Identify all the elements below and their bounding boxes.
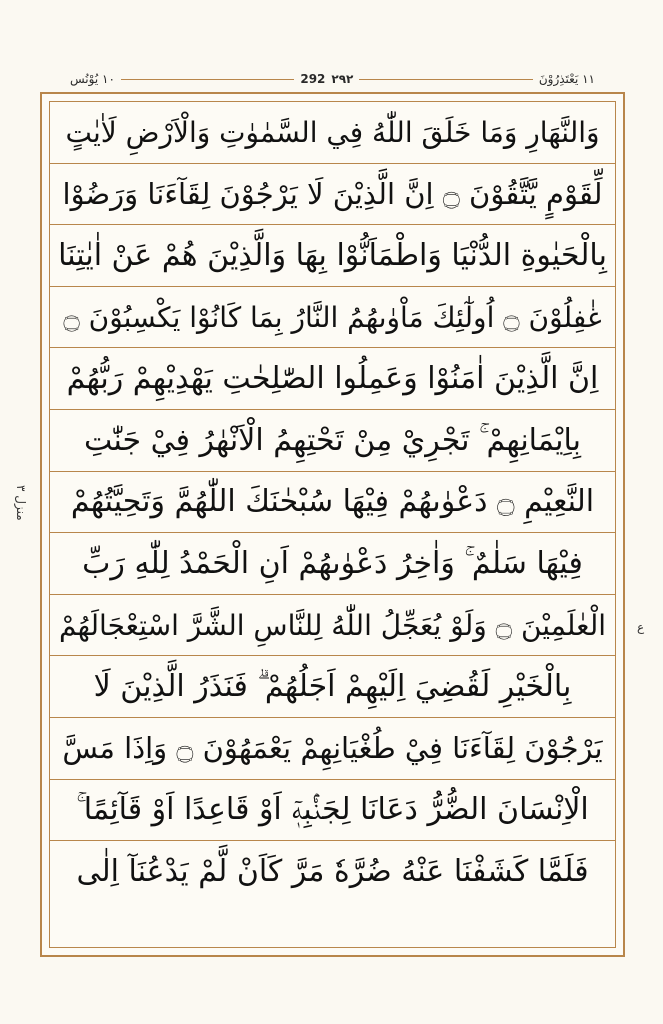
text-line: الْعٰلَمِيْنَ ۝ وَلَوْ يُعَجِّلُ اللّٰهُ لِلنَّاسِ الشَّرَّ اسْتِعْجَالَهُمْ [50,595,615,657]
text-line: فَلَمَّا كَشَفْنَا عَنْهُ ضُرَّهٗ مَرَّ كَاَنْ لَّمْ يَدْعُنَآ اِلٰى [76,854,589,890]
text-line: بِاِيْمَانِهِمْ ۚ تَجْرِيْ مِنْ تَحْتِهِمُ الْاَنْهٰرُ فِيْ جَنّٰتِ [50,410,615,472]
text-line: اِنَّ الَّذِيْنَ اٰمَنُوْا وَعَمِلُوا الصّٰلِحٰتِ يَهْدِيْهِمْ رَبُّهُمْ [50,348,615,410]
header-rule-right [359,79,532,80]
manzil-margin-note: منزل ٣ [14,485,28,521]
page-number-arabic: ٢٩٢ [331,72,354,86]
surah-left-label: ١٠ يُوْنُس [70,72,115,86]
page-frame [40,92,625,957]
text-line: الْاِنْسَانَ الضُّرُّ دَعَانَا لِجَنْۢبِهٖٓ اَوْ قَاعِدًا اَوْ قَآئِمًا ۚ [50,780,615,842]
text-line: غٰفِلُوْنَ ۝ اُولٰٓئِكَ مَاْوٰىهُمُ النَّارُ بِمَا كَانُوْا يَكْسِبُوْنَ ۝ [50,287,615,349]
page-number [300,72,353,86]
text-line: لِّقَوْمٍ يَّتَّقُوْنَ ۝ اِنَّ الَّذِيْنَ لَا يَرْجُوْنَ لِقَآءَنَا وَرَضُوْا [50,164,615,226]
surah-right-label: ١١ يَعْتَذِرُوْنَ [538,72,595,86]
page-frame-inner [49,101,616,948]
page-number-latin: 292 [300,72,326,86]
text-line: بِالْحَيٰوةِ الدُّنْيَا وَاطْمَاَنُّوْا بِهَا وَالَّذِيْنَ هُمْ عَنْ اٰيٰتِنَا [50,225,615,287]
text-line: يَرْجُوْنَ لِقَآءَنَا فِيْ طُغْيَانِهِمْ يَعْمَهُوْنَ ۝ وَاِذَا مَسَّ [50,718,615,780]
quran-text-lines [50,102,615,947]
text-line: وَالنَّهَارِ وَمَا خَلَقَ اللّٰهُ فِي السَّمٰوٰتِ وَالْاَرْضِ لَاٰيٰتٍ [50,102,615,164]
header-rule-left [121,79,294,80]
text-line: بِالْخَيْرِ لَقُضِيَ اِلَيْهِمْ اَجَلُهُمْ ۗ فَنَذَرُ الَّذِيْنَ لَا [50,656,615,718]
page-header [70,70,595,88]
ruku-margin-note: ع [637,620,645,634]
text-line: فِيْهَا سَلٰمٌ ۚ وَاٰخِرُ دَعْوٰىهُمْ اَنِ الْحَمْدُ لِلّٰهِ رَبِّ [50,533,615,595]
text-line: النَّعِيْمِ ۝ دَعْوٰىهُمْ فِيْهَا سُبْحٰنَكَ اللّٰهُمَّ وَتَحِيَّتُهُمْ [50,472,615,534]
